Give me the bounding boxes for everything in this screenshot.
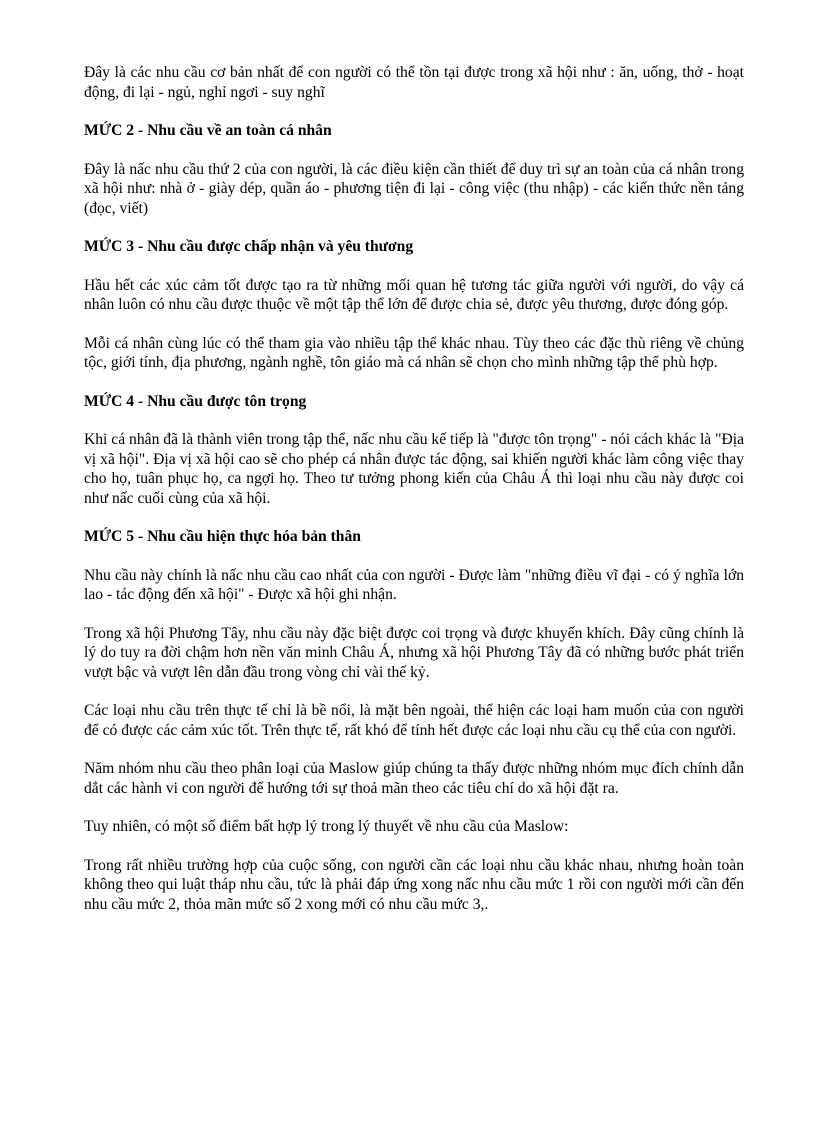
- heading-level-3: MỨC 3 - Nhu cầu được chấp nhận và yêu thương: [84, 238, 414, 255]
- heading-level-2: MỨC 2 - Nhu cầu về an toàn cá nhân: [84, 122, 332, 139]
- paragraph-safety-needs: Đây là nấc nhu cầu thứ 2 của con người, là các điều kiện cần thiết để duy trì sự an toàn của cá nhân trong xã hội như: nhà ở - giày dép, quần áo - phương tiện đi lại - công việc (thu nhập) - các kiến thức nền tảng (đọc, viết): [84, 160, 744, 217]
- paragraph-basic-needs: Đây là các nhu cầu cơ bản nhất để con người có thể tồn tại được trong xã hội như : ăn, uống, thở - hoạt động, đi lại - ngủ, nghỉ ngơi - suy nghĩ: [84, 64, 744, 101]
- paragraph-self-actualization: Nhu cầu này chính là nấc nhu cầu cao nhất của con người - Được làm "những điều vĩ đại - có ý nghĩa lớn lao - tác động đến xã hội" - Được xã hội ghi nhận.: [84, 566, 744, 603]
- paragraph-esteem: Khi cá nhân đã là thành viên trong tập thể, nấc nhu cầu kế tiếp là "được tôn trọng" - nói cách khác là "Địa vị xã hội". Địa vị xã hội cao sẽ cho phép cá nhân được tác động, sai khiến người khác làm công việc thay cho họ, tuân phục họ, ca ngợi họ. Theo tư tưởng phong kiến của Châu Á thì loại nhu cầu này được coi như nấc cuối cùng của xã hội.: [84, 431, 744, 507]
- paragraph-belonging-2: Mỗi cá nhân cùng lúc có thể tham gia vào nhiều tập thể khác nhau. Tùy theo các đặc thù riêng về chủng tộc, giới tính, địa phương, ngành nghề, tôn giáo mà cá nhân sẽ chọn cho mình những tập thể phù hợp.: [84, 334, 744, 371]
- paragraph-surface-needs: Các loại nhu cầu trên thực tế chỉ là bề nổi, là mặt bên ngoài, thể hiện các loại ham muốn của con người để có được các cảm xúc tốt. Trên thực tế, rất khó để tính hết được các loại nhu cầu cụ thể của con người.: [84, 702, 744, 739]
- paragraph-critique-body: Trong rất nhiều trường hợp của cuộc sống, con người cần các loại nhu cầu khác nhau, nhưng hoàn toàn không theo qui luật tháp nhu cầu, tức là phải đáp ứng xong nấc nhu cầu mức 1 rồi con người mới cần đến nhu cầu mức 2, thỏa mãn mức số 2 xong mới có nhu cầu mức 3,.: [84, 856, 744, 913]
- heading-level-5: MỨC 5 - Nhu cầu hiện thực hóa bản thân: [84, 528, 361, 545]
- document-page: [84, 63, 744, 914]
- paragraph-western-society: Trong xã hội Phương Tây, nhu cầu này đặc biệt được coi trọng và được khuyến khích. Đây cũng chính là lý do tuy ra đời chậm hơn nền văn minh Châu Á, nhưng xã hội Phương Tây đã có những bước phát triển vượt bậc và vượt lên dẫn đầu trong vòng chỉ vài thế kỷ.: [84, 624, 744, 681]
- paragraph-belonging-1: Hầu hết các xúc cảm tốt được tạo ra từ những mối quan hệ tương tác giữa người với người, do vậy cá nhân luôn có nhu cầu được thuộc về một tập thể lớn để được chia sẻ, được yêu thương, được đóng góp.: [84, 276, 744, 313]
- paragraph-five-groups: Năm nhóm nhu cầu theo phân loại của Maslow giúp chúng ta thấy được những nhóm mục đích chính dẫn dắt các hành vi con người để hướng tới sự thoả mãn theo các tiêu chí do xã hội đặt ra.: [84, 760, 744, 797]
- heading-level-4: MỨC 4 - Nhu cầu được tôn trọng: [84, 392, 307, 410]
- paragraph-critique-intro: Tuy nhiên, có một số điểm bất hợp lý trong lý thuyết về nhu cầu của Maslow:: [84, 818, 569, 835]
